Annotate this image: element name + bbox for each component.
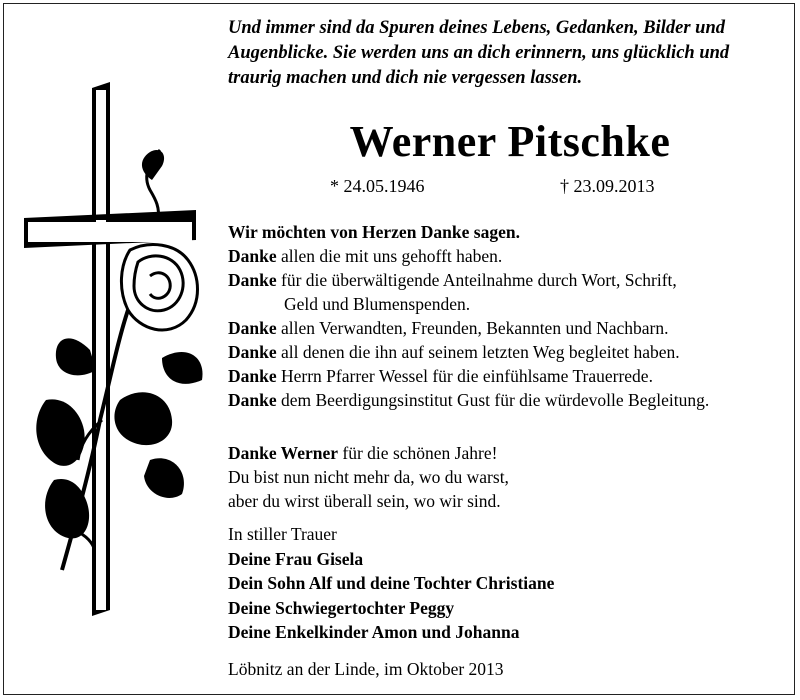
thanks-keyword: Danke [228,366,277,386]
motto-line: traurig machen und dich nie vergessen lassen. [228,68,583,88]
cross-icon [24,82,196,616]
mourners-intro: In stiller Trauer [228,524,337,544]
motto-line: Und immer sind da Spuren deines Lebens, Gedanken, Bilder und [228,18,725,38]
personal-line: Du bist nun nicht mehr da, wo du warst, [228,467,509,487]
thanks-heading: Wir möchten von Herzen Danke sagen. [228,222,520,242]
deceased-name: Werner Pitschke [349,117,671,166]
thanks-item [228,364,793,388]
cross-and-rose-illustration [10,80,220,620]
thanks-text: allen die mit uns gehofft haben. [276,246,503,266]
thanks-text: dem Beerdigungsinstitut Gust für die würdevolle Begleitung. [276,390,710,410]
death-date: † 23.09.2013 [560,176,655,196]
thanks-keyword: Danke [228,270,277,290]
thanks-text: all denen die ihn auf seinem letzten Weg begleitet haben. [276,342,680,362]
thanks-item [228,244,793,268]
thanks-text: für die überwältigende Anteilnahme durch Wort, Schrift, [276,270,677,290]
mourner-name: Deine Schwiegertochter Peggy [228,597,455,618]
personal-line [228,441,509,465]
thanks-keyword: Danke [228,390,277,410]
thanks-continuation: Geld und Blumenspenden. [284,294,471,314]
thanks-item [228,340,793,364]
thanks-keyword: Danke [228,246,277,266]
personal-rest: für die schönen Jahre! [338,443,498,463]
thanks-keyword: Danke [228,342,277,362]
mourners-list [228,522,554,645]
mourner-name: Deine Enkelkinder Amon und Johanna [228,622,520,642]
thanks-item [228,268,793,292]
thanks-section [228,220,793,412]
personal-lead: Danke Werner [228,443,339,463]
thanks-item [228,388,793,412]
memorial-motto [228,16,788,91]
mourner-name: Dein Sohn Alf und deine Tochter Christiane [228,573,555,593]
motto-line: Augenblicke. Sie werden uns an dich erinnern, uns glücklich und [228,43,730,63]
mourner-name: Deine Frau Gisela [228,548,364,569]
birth-date: * 24.05.1946 [330,176,425,196]
personal-message [228,441,509,513]
thanks-item [228,316,793,340]
thanks-text: allen Verwandten, Freunden, Bekannten und Nachbarn. [276,318,669,338]
place-and-date: Löbnitz an der Linde, im Oktober 2013 [228,659,504,679]
thanks-text: Herrn Pfarrer Wessel für die einfühlsame Trauerrede. [276,366,653,386]
personal-line: aber du wirst überall sein, wo wir sind. [228,491,501,511]
thanks-keyword: Danke [228,318,277,338]
